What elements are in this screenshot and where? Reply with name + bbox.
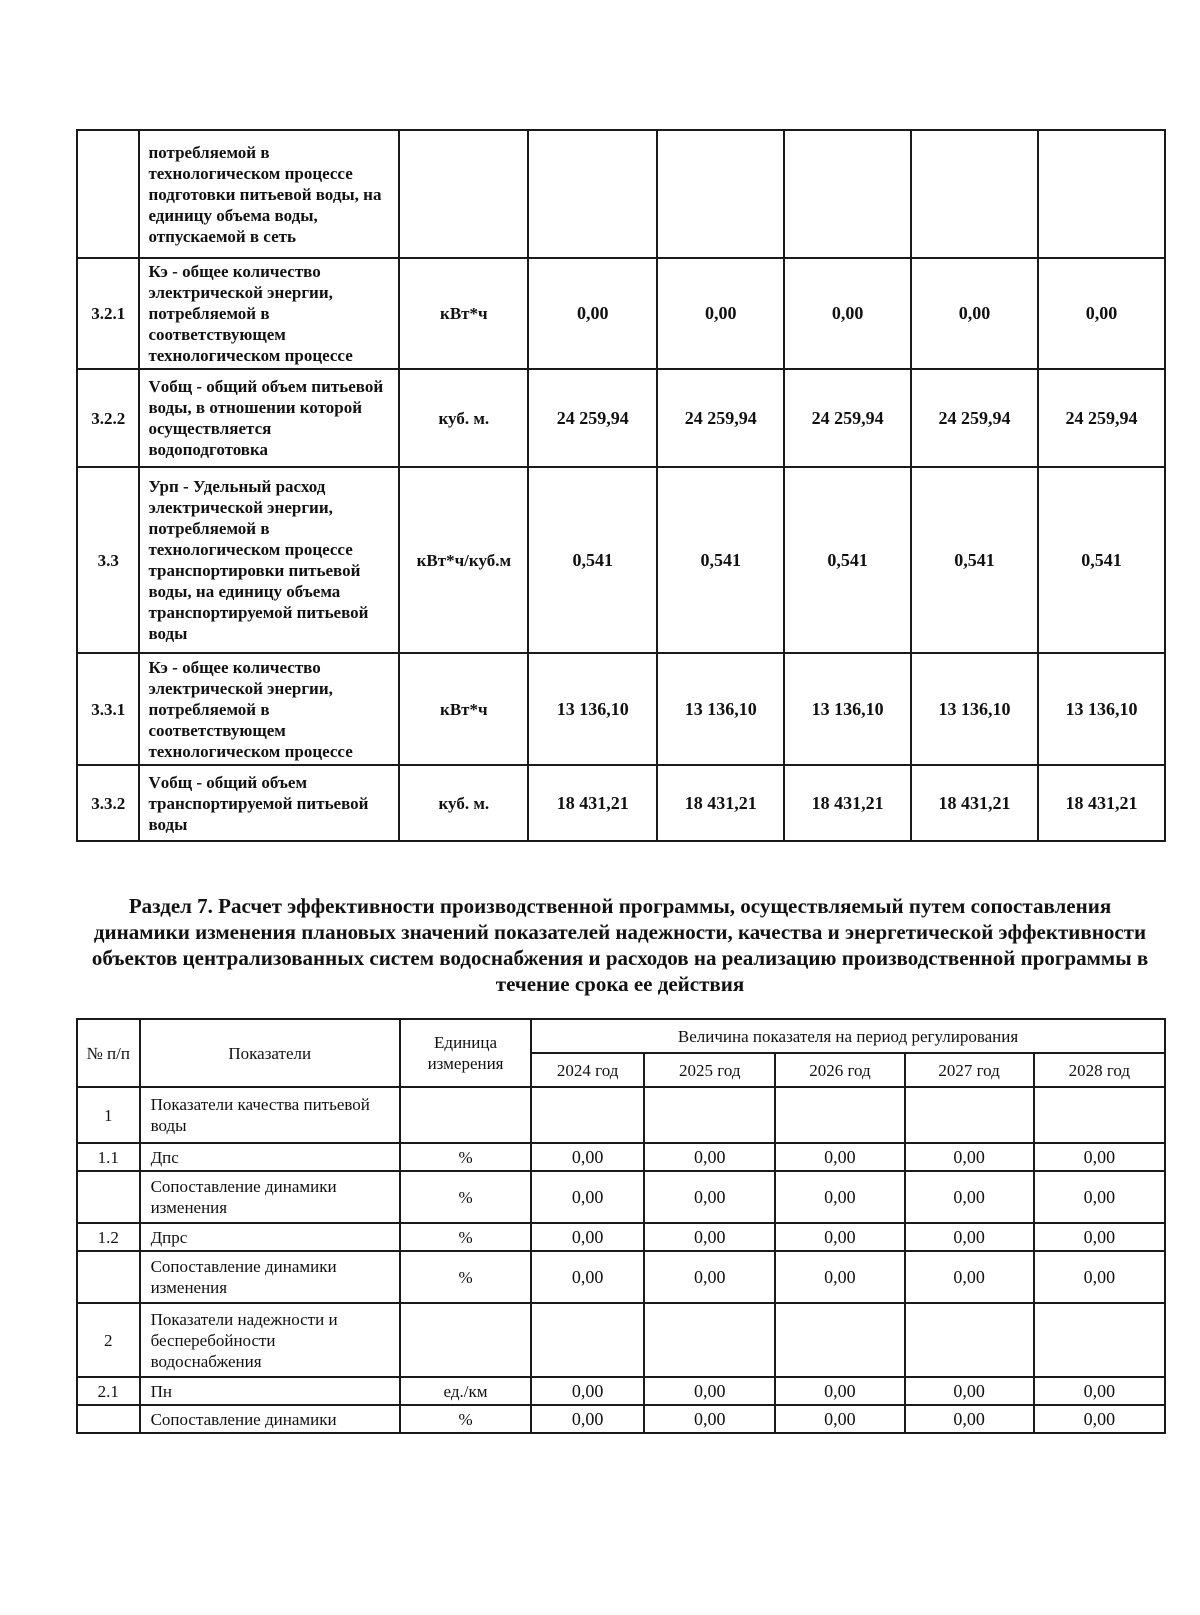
row-number: 2 [77, 1303, 140, 1377]
value-cell: 0,00 [531, 1171, 644, 1223]
row-number: 1.1 [77, 1143, 140, 1171]
value-cell: 0,00 [644, 1251, 775, 1303]
value-cell [528, 130, 657, 258]
table-row [77, 1251, 1165, 1303]
indicator-name: Пн [140, 1377, 400, 1405]
value-cell: 0,00 [775, 1143, 904, 1171]
indicator-name: потребляемой в технологическом процессе подготовки питьевой воды, на единицу объема воды, отпускаемой в сеть [139, 130, 399, 258]
unit-cell: % [400, 1405, 531, 1433]
row-number: 1 [77, 1087, 140, 1143]
indicator-name: Урп - Удельный расход электрической энергии, потребляемой в технологическом процессе транспортировки питьевой воды, на единицу объема транспортируемой питьевой воды [139, 467, 399, 653]
header-year: 2027 год [905, 1053, 1034, 1087]
unit-cell [400, 1303, 531, 1377]
value-cell: 18 431,21 [528, 765, 657, 841]
row-number: 3.2.1 [77, 258, 139, 369]
table-row [77, 1377, 1165, 1405]
value-cell [775, 1303, 904, 1377]
value-cell: 0,00 [531, 1251, 644, 1303]
row-number: 1.2 [77, 1223, 140, 1251]
unit-cell: кВт*ч/куб.м [399, 467, 528, 653]
value-cell: 0,00 [531, 1405, 644, 1433]
row-number: 3.3.1 [77, 653, 139, 765]
indicator-name: Сопоставление динамики [140, 1405, 400, 1433]
value-cell: 0,00 [1034, 1405, 1165, 1433]
value-cell [775, 1087, 904, 1143]
table-row [77, 1087, 1165, 1143]
unit-cell: куб. м. [399, 765, 528, 841]
value-cell: 0,00 [905, 1171, 1034, 1223]
unit-cell: % [400, 1143, 531, 1171]
header-year: 2026 год [775, 1053, 904, 1087]
value-cell: 0,00 [1034, 1377, 1165, 1405]
header-year: 2025 год [644, 1053, 775, 1087]
unit-cell: % [400, 1171, 531, 1223]
value-cell: 24 259,94 [1038, 369, 1165, 467]
unit-cell: ед./км [400, 1377, 531, 1405]
row-number [77, 1251, 140, 1303]
value-cell [784, 130, 911, 258]
value-cell: 0,00 [531, 1377, 644, 1405]
value-cell: 0,00 [1034, 1223, 1165, 1251]
value-cell: 0,00 [775, 1223, 904, 1251]
value-cell: 0,00 [905, 1377, 1034, 1405]
value-cell: 24 259,94 [657, 369, 784, 467]
table-header-row [77, 1019, 1165, 1053]
value-cell: 0,00 [531, 1143, 644, 1171]
header-period: Величина показателя на период регулирования [531, 1019, 1165, 1053]
header-number: № п/п [77, 1019, 140, 1087]
indicator-name: Показатели качества питьевой воды [140, 1087, 400, 1143]
row-number [77, 1171, 140, 1223]
value-cell: 0,00 [775, 1251, 904, 1303]
value-cell: 18 431,21 [784, 765, 911, 841]
header-year: 2024 год [531, 1053, 644, 1087]
row-number [77, 130, 139, 258]
table-row [77, 1143, 1165, 1171]
value-cell: 18 431,21 [657, 765, 784, 841]
indicator-name: Сопоставление динамики изменения [140, 1251, 400, 1303]
unit-cell [399, 130, 528, 258]
row-number: 3.3 [77, 467, 139, 653]
value-cell: 0,00 [911, 258, 1038, 369]
value-cell: 0,00 [1038, 258, 1165, 369]
value-cell: 24 259,94 [784, 369, 911, 467]
table-row [77, 1405, 1165, 1433]
value-cell: 0,00 [644, 1143, 775, 1171]
value-cell: 24 259,94 [911, 369, 1038, 467]
header-indicator: Показатели [140, 1019, 400, 1087]
indicator-name: Дпрс [140, 1223, 400, 1251]
value-cell: 0,00 [644, 1171, 775, 1223]
energy-indicators-table [76, 129, 1166, 842]
indicator-name: Vобщ - общий объем питьевой воды, в отношении которой осуществляется водоподготовка [139, 369, 399, 467]
section-heading: Раздел 7. Расчет эффективности производственной программы, осуществляемый путем сопоставления динамики изменения плановых значений показателей надежности, качества и энергетической эффективности объектов централизованных систем водоснабжения и расходов на реализацию производственной программы в течение срока ее действия [91, 894, 1149, 996]
value-cell: 0,00 [644, 1223, 775, 1251]
value-cell [905, 1087, 1034, 1143]
table-row [77, 130, 1165, 258]
table-row [77, 1303, 1165, 1377]
indicator-name: Vобщ - общий объем транспортируемой питьевой воды [139, 765, 399, 841]
value-cell: 18 431,21 [1038, 765, 1165, 841]
indicator-name: Сопоставление динамики изменения [140, 1171, 400, 1223]
header-year: 2028 год [1034, 1053, 1165, 1087]
unit-cell [400, 1087, 531, 1143]
table-row [77, 258, 1165, 369]
value-cell: 0,00 [1034, 1251, 1165, 1303]
value-cell: 0,00 [905, 1223, 1034, 1251]
value-cell: 0,541 [911, 467, 1038, 653]
value-cell [531, 1087, 644, 1143]
table-row [77, 653, 1165, 765]
value-cell: 13 136,10 [657, 653, 784, 765]
indicator-name: Кэ - общее количество электрической энергии, потребляемой в соответствующем технологическом процессе [139, 258, 399, 369]
value-cell: 0,541 [657, 467, 784, 653]
table-row [77, 765, 1165, 841]
value-cell: 0,00 [784, 258, 911, 369]
unit-cell: кВт*ч [399, 258, 528, 369]
value-cell: 0,00 [1034, 1171, 1165, 1223]
value-cell: 0,00 [644, 1405, 775, 1433]
value-cell: 0,541 [784, 467, 911, 653]
indicator-name: Дпс [140, 1143, 400, 1171]
value-cell: 24 259,94 [528, 369, 657, 467]
value-cell: 18 431,21 [911, 765, 1038, 841]
value-cell [644, 1303, 775, 1377]
unit-cell: % [400, 1251, 531, 1303]
value-cell: 0,00 [1034, 1143, 1165, 1171]
value-cell: 13 136,10 [528, 653, 657, 765]
value-cell [1034, 1303, 1165, 1377]
value-cell: 0,00 [644, 1377, 775, 1405]
value-cell: 0,00 [775, 1405, 904, 1433]
unit-cell: куб. м. [399, 369, 528, 467]
value-cell: 0,541 [528, 467, 657, 653]
value-cell [905, 1303, 1034, 1377]
row-number: 3.3.2 [77, 765, 139, 841]
value-cell [531, 1303, 644, 1377]
header-unit: Единица измерения [400, 1019, 531, 1087]
value-cell: 0,00 [775, 1377, 904, 1405]
value-cell: 13 136,10 [911, 653, 1038, 765]
value-cell: 0,00 [531, 1223, 644, 1251]
value-cell: 13 136,10 [1038, 653, 1165, 765]
table-row [77, 467, 1165, 653]
unit-cell: % [400, 1223, 531, 1251]
row-number: 2.1 [77, 1377, 140, 1405]
value-cell: 0,00 [528, 258, 657, 369]
row-number: 3.2.2 [77, 369, 139, 467]
value-cell: 0,00 [657, 258, 784, 369]
row-number [77, 1405, 140, 1433]
value-cell: 13 136,10 [784, 653, 911, 765]
table-row [77, 1171, 1165, 1223]
value-cell [1038, 130, 1165, 258]
value-cell [644, 1087, 775, 1143]
value-cell: 0,00 [775, 1171, 904, 1223]
value-cell [911, 130, 1038, 258]
value-cell [657, 130, 784, 258]
value-cell: 0,00 [905, 1251, 1034, 1303]
indicator-name: Кэ - общее количество электрической энергии, потребляемой в соответствующем технологическом процессе [139, 653, 399, 765]
value-cell: 0,00 [905, 1143, 1034, 1171]
value-cell: 0,00 [905, 1405, 1034, 1433]
table-row [77, 369, 1165, 467]
efficiency-calculation-table [76, 1018, 1166, 1434]
value-cell: 0,541 [1038, 467, 1165, 653]
value-cell [1034, 1087, 1165, 1143]
unit-cell: кВт*ч [399, 653, 528, 765]
indicator-name: Показатели надежности и бесперебойности водоснабжения [140, 1303, 400, 1377]
table-row [77, 1223, 1165, 1251]
